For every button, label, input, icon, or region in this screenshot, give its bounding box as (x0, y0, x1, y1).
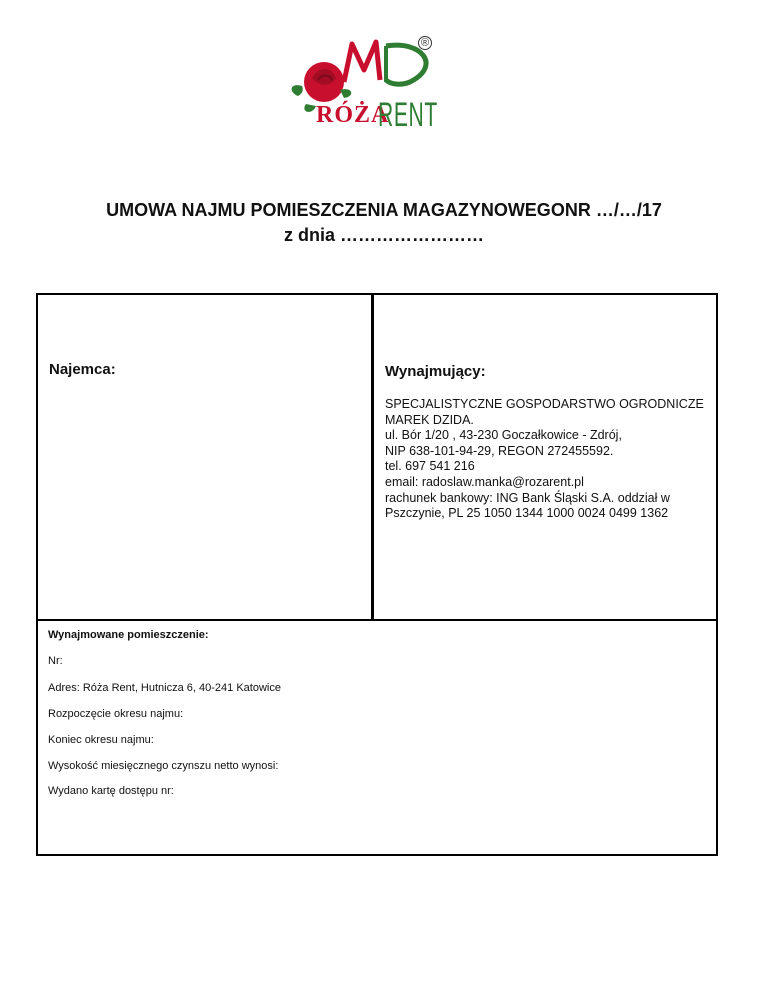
lease-start: Rozpoczęcie okresu najmu: (48, 708, 184, 720)
tenant-box (36, 293, 373, 621)
document-date-line: z dnia …………………… (283, 225, 484, 245)
premises-address: Adres: Róża Rent, Hutnicza 6, 40-241 Katowice (48, 682, 281, 694)
registered-mark: ® (418, 36, 432, 50)
premises-title: Wynajmowane pomieszczenie: (48, 629, 209, 641)
lessor-line: NIP 638-101-94-29, REGON 272455592. (385, 443, 614, 458)
lessor-line: rachunek bankowy: ING Bank Śląski S.A. oddział w (385, 490, 670, 505)
access-card: Wydano kartę dostępu nr: (48, 785, 174, 797)
lessor-details (385, 397, 705, 522)
logo-text-rent: RENT (378, 96, 438, 134)
lessor-line: ul. Bór 1/20 , 43-230 Goczałkowice - Zdrój, (385, 428, 622, 443)
premises-number: Nr: (48, 655, 63, 667)
monthly-rent: Wysokość miesięcznego czynszu netto wynosi: (48, 760, 279, 772)
lessor-line: MAREK DZIDA. (385, 412, 474, 427)
premises-box (36, 619, 718, 856)
company-logo (282, 26, 462, 136)
lessor-email-line: email: radoslaw.manka@rozarent.pl (385, 474, 584, 489)
tenant-label: Najemca: (49, 361, 116, 378)
lessor-label: Wynajmujący: (385, 363, 486, 380)
document-title: UMOWA NAJMU POMIESZCZENIA MAGAZYNOWEGONR …/…/17 (106, 200, 662, 220)
lessor-line: Pszczynie, PL 25 1050 1344 1000 0024 0499 1362 (385, 506, 669, 521)
lease-end: Koniec okresu najmu: (48, 734, 154, 746)
lessor-line: tel. 697 541 216 (385, 459, 475, 474)
lessor-line: SPECJALISTYCZNE GOSPODARSTWO OGRODNICZE (385, 397, 704, 411)
logo-text-roza: RÓŻA (316, 102, 390, 128)
lessor-box (371, 293, 718, 621)
